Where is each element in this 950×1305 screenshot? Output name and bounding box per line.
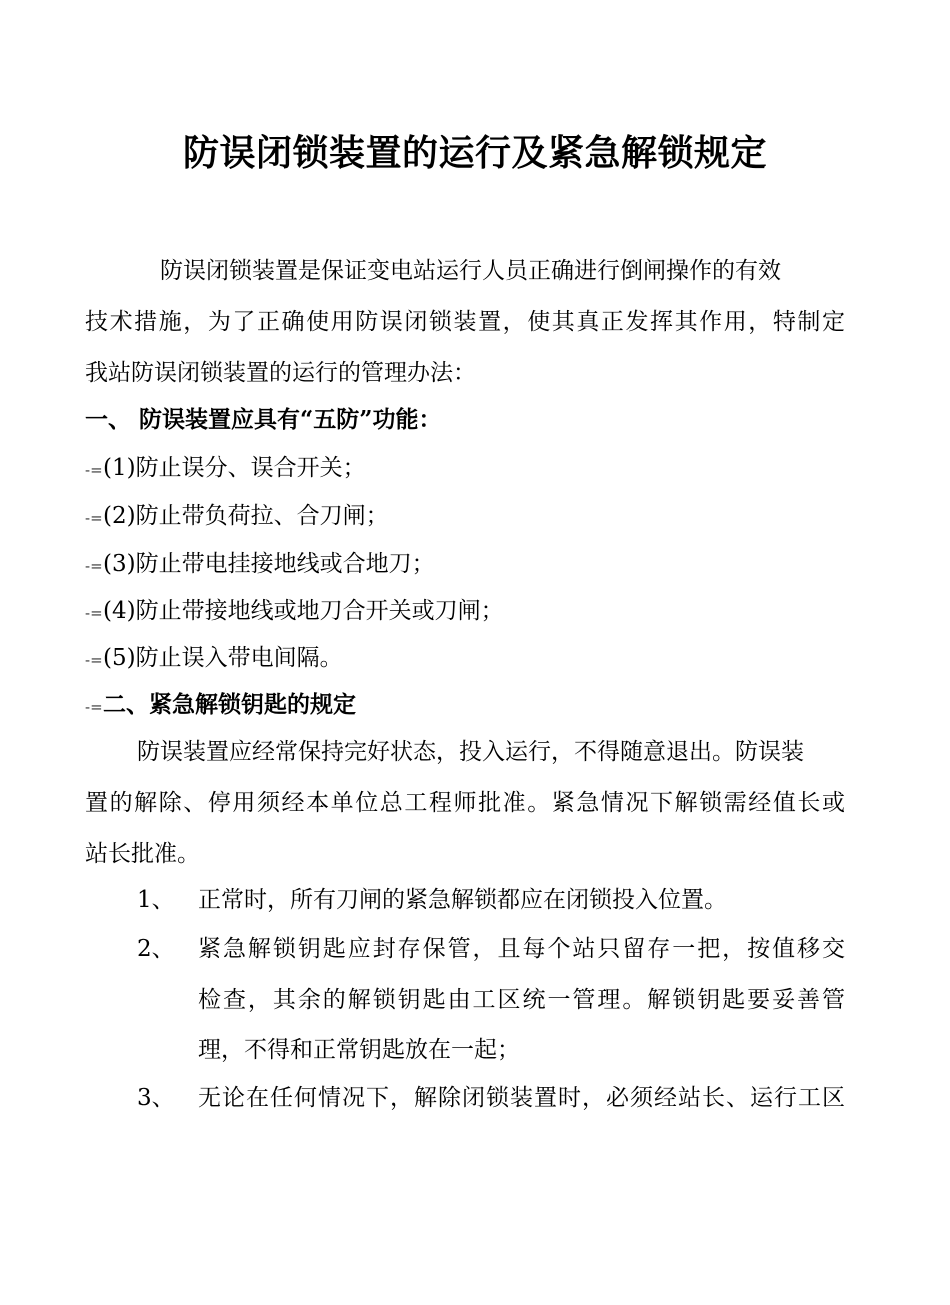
list-number: 3、: [137, 1085, 175, 1111]
list-mark: -=: [85, 651, 103, 669]
list-mark: -=: [85, 461, 103, 479]
list-item-line: 检查，其余的解锁钥匙由工区统一管理。解锁钥匙要妥善管: [198, 987, 845, 1013]
list-mark: -=: [85, 604, 103, 622]
list-number: 2、: [137, 936, 175, 962]
list-item-text: (5)防止误入带电间隔。: [103, 645, 343, 671]
list-item-line: 紧急解锁钥匙应封存保管，且每个站只留存一把，按值移交: [198, 936, 845, 962]
section-2-heading: [85, 690, 356, 722]
list-item-text: (1)防止误分、误合开关；: [103, 455, 366, 481]
list-item: [85, 549, 435, 581]
list-number: 1、: [137, 887, 175, 913]
intro-line-1: 防误闭锁装置是保证变电站运行人员正确进行倒闸操作的有效: [160, 258, 781, 284]
document-title: 防误闭锁装置的运行及紧急解锁规定: [182, 132, 767, 174]
list-item-line: 正常时，所有刀闸的紧急解锁都应在闭锁投入位置。: [198, 887, 727, 913]
section-2-para-line-3: 站长批准。: [85, 841, 200, 867]
list-item: [85, 596, 504, 628]
list-item-line: 理，不得和正常钥匙放在一起；: [198, 1037, 520, 1063]
list-item-text: (3)防止带电挂接地线或合地刀；: [103, 551, 435, 577]
section-2-para-line-2: 置的解除、停用须经本单位总工程师批准。紧急情况下解锁需经值长或: [85, 790, 845, 816]
list-item: [85, 501, 389, 533]
list-mark: -=: [85, 557, 103, 575]
intro-line-3: 我站防误闭锁装置的运行的管理办法：: [85, 360, 476, 386]
intro-line-2: 技术措施，为了正确使用防误闭锁装置，使其真正发挥其作用，特制定: [85, 309, 845, 335]
section-2-heading-text: 二、紧急解锁钥匙的规定: [103, 691, 356, 718]
list-item-text: (2)防止带负荷拉、合刀闸；: [103, 503, 389, 529]
list-item: [85, 643, 343, 675]
list-mark: -=: [85, 509, 103, 527]
section-1-heading: 一、 防误装置应具有“五防”功能：: [85, 406, 442, 433]
section-2-para-line-1: 防误装置应经常保持完好状态，投入运行，不得随意退出。防误装: [137, 739, 804, 765]
list-item-line: 无论在任何情况下，解除闭锁装置时，必须经站长、运行工区: [198, 1085, 845, 1111]
heading-mark: -=: [85, 698, 103, 716]
list-item-text: (4)防止带接地线或地刀合开关或刀闸；: [103, 598, 504, 624]
list-item: [85, 453, 366, 485]
